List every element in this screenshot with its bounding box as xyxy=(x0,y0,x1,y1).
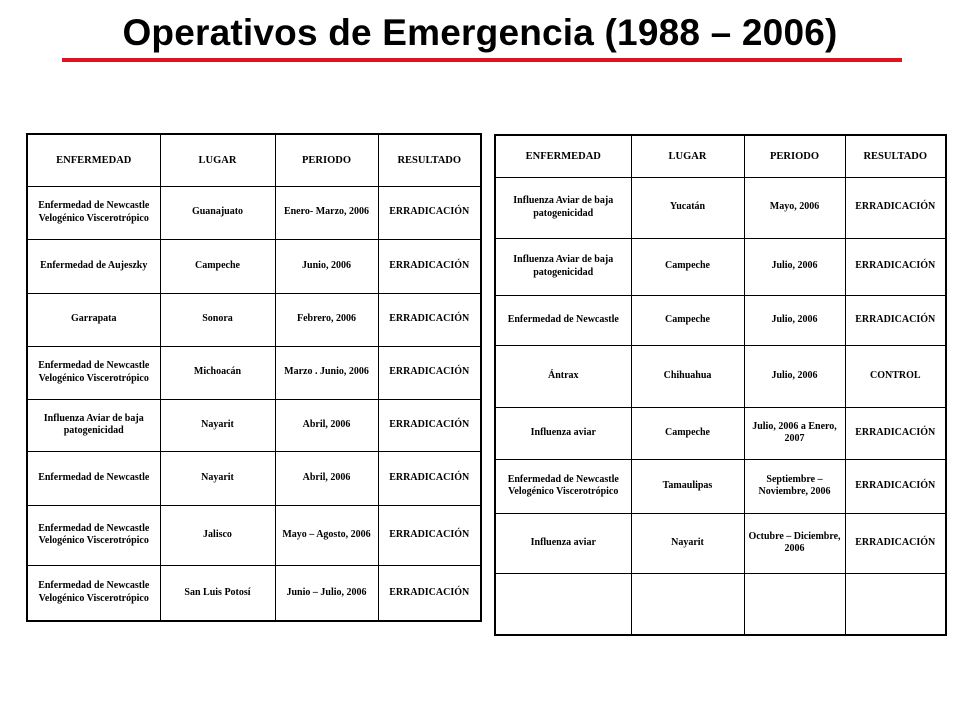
header-resultado: RESULTADO xyxy=(378,134,481,186)
title-underline xyxy=(62,58,902,62)
table-row xyxy=(495,177,946,238)
right-table xyxy=(494,134,947,636)
cell-periodo: Julio, 2006 xyxy=(744,345,845,407)
cell-periodo: Julio, 2006 xyxy=(744,295,845,345)
left-table xyxy=(26,133,482,622)
header-enfermedad: ENFERMEDAD xyxy=(495,135,631,177)
table-row xyxy=(495,513,946,573)
header-enfermedad: ENFERMEDAD xyxy=(27,134,160,186)
cell-lugar: Michoacán xyxy=(160,346,275,399)
cell-periodo: Julio, 2006 a Enero, 2007 xyxy=(744,407,845,459)
cell-resultado: ERRADICACIÓN xyxy=(378,186,481,239)
table-row xyxy=(27,186,481,239)
cell-lugar xyxy=(631,573,744,635)
cell-enfermedad: Ántrax xyxy=(495,345,631,407)
cell-lugar: Campeche xyxy=(631,407,744,459)
cell-enfermedad: Influenza aviar xyxy=(495,513,631,573)
cell-lugar: Yucatán xyxy=(631,177,744,238)
cell-periodo: Junio, 2006 xyxy=(275,239,378,293)
cell-periodo: Octubre – Diciembre, 2006 xyxy=(744,513,845,573)
cell-lugar: Tamaulipas xyxy=(631,459,744,513)
header-resultado: RESULTADO xyxy=(845,135,946,177)
cell-lugar: Nayarit xyxy=(160,451,275,505)
cell-enfermedad: Enfermedad de Newcastle Velogénico Viscerotrópico xyxy=(27,565,160,621)
cell-resultado: ERRADICACIÓN xyxy=(378,505,481,565)
cell-enfermedad: Influenza Aviar de baja patogenicidad xyxy=(495,177,631,238)
cell-enfermedad: Enfermedad de Newcastle xyxy=(27,451,160,505)
cell-enfermedad: Enfermedad de Newcastle xyxy=(495,295,631,345)
cell-lugar: Campeche xyxy=(631,295,744,345)
cell-lugar: Nayarit xyxy=(160,399,275,451)
cell-periodo: Mayo – Agosto, 2006 xyxy=(275,505,378,565)
table-row xyxy=(27,239,481,293)
cell-lugar: Campeche xyxy=(631,238,744,295)
table-row xyxy=(495,238,946,295)
cell-resultado: CONTROL xyxy=(845,345,946,407)
cell-enfermedad xyxy=(495,573,631,635)
cell-resultado: ERRADICACIÓN xyxy=(845,407,946,459)
cell-resultado: ERRADICACIÓN xyxy=(845,295,946,345)
cell-resultado: ERRADICACIÓN xyxy=(378,451,481,505)
cell-periodo: Abril, 2006 xyxy=(275,399,378,451)
cell-resultado: ERRADICACIÓN xyxy=(378,565,481,621)
table-row xyxy=(27,346,481,399)
cell-resultado: ERRADICACIÓN xyxy=(378,239,481,293)
table-row xyxy=(495,459,946,513)
cell-lugar: Guanajuato xyxy=(160,186,275,239)
table-row xyxy=(495,345,946,407)
header-lugar: LUGAR xyxy=(160,134,275,186)
cell-resultado: ERRADICACIÓN xyxy=(378,399,481,451)
cell-lugar: San Luis Potosí xyxy=(160,565,275,621)
cell-periodo: Febrero, 2006 xyxy=(275,293,378,346)
cell-lugar: Jalisco xyxy=(160,505,275,565)
table-row xyxy=(27,293,481,346)
cell-periodo xyxy=(744,573,845,635)
cell-periodo: Enero- Marzo, 2006 xyxy=(275,186,378,239)
left-table-header-row xyxy=(27,134,481,186)
cell-periodo: Julio, 2006 xyxy=(744,238,845,295)
cell-resultado: ERRADICACIÓN xyxy=(378,293,481,346)
cell-resultado: ERRADICACIÓN xyxy=(845,459,946,513)
table-row xyxy=(27,451,481,505)
cell-lugar: Sonora xyxy=(160,293,275,346)
cell-periodo: Junio – Julio, 2006 xyxy=(275,565,378,621)
cell-resultado: ERRADICACIÓN xyxy=(845,238,946,295)
cell-periodo: Abril, 2006 xyxy=(275,451,378,505)
table-row xyxy=(27,565,481,621)
cell-enfermedad: Enfermedad de Newcastle Velogénico Viscerotrópico xyxy=(27,346,160,399)
table-row xyxy=(495,295,946,345)
page-title: Operativos de Emergencia (1988 – 2006) xyxy=(122,12,838,53)
table-row-empty xyxy=(495,573,946,635)
cell-resultado xyxy=(845,573,946,635)
right-table-header-row xyxy=(495,135,946,177)
header-periodo: PERIODO xyxy=(275,134,378,186)
table-row xyxy=(495,407,946,459)
header-periodo: PERIODO xyxy=(744,135,845,177)
cell-lugar: Campeche xyxy=(160,239,275,293)
cell-enfermedad: Enfermedad de Newcastle Velogénico Viscerotrópico xyxy=(27,186,160,239)
cell-periodo: Septiembre – Noviembre, 2006 xyxy=(744,459,845,513)
cell-enfermedad: Influenza Aviar de baja patogenicidad xyxy=(27,399,160,451)
table-row xyxy=(27,505,481,565)
cell-lugar: Chihuahua xyxy=(631,345,744,407)
cell-enfermedad: Enfermedad de Aujeszky xyxy=(27,239,160,293)
header-lugar: LUGAR xyxy=(631,135,744,177)
cell-enfermedad: Enfermedad de Newcastle Velogénico Viscerotrópico xyxy=(27,505,160,565)
cell-lugar: Nayarit xyxy=(631,513,744,573)
cell-enfermedad: Enfermedad de Newcastle Velogénico Viscerotrópico xyxy=(495,459,631,513)
cell-periodo: Marzo . Junio, 2006 xyxy=(275,346,378,399)
cell-enfermedad: Influenza aviar xyxy=(495,407,631,459)
cell-resultado: ERRADICACIÓN xyxy=(378,346,481,399)
cell-resultado: ERRADICACIÓN xyxy=(845,177,946,238)
cell-enfermedad: Garrapata xyxy=(27,293,160,346)
table-row xyxy=(27,399,481,451)
cell-periodo: Mayo, 2006 xyxy=(744,177,845,238)
cell-enfermedad: Influenza Aviar de baja patogenicidad xyxy=(495,238,631,295)
cell-resultado: ERRADICACIÓN xyxy=(845,513,946,573)
